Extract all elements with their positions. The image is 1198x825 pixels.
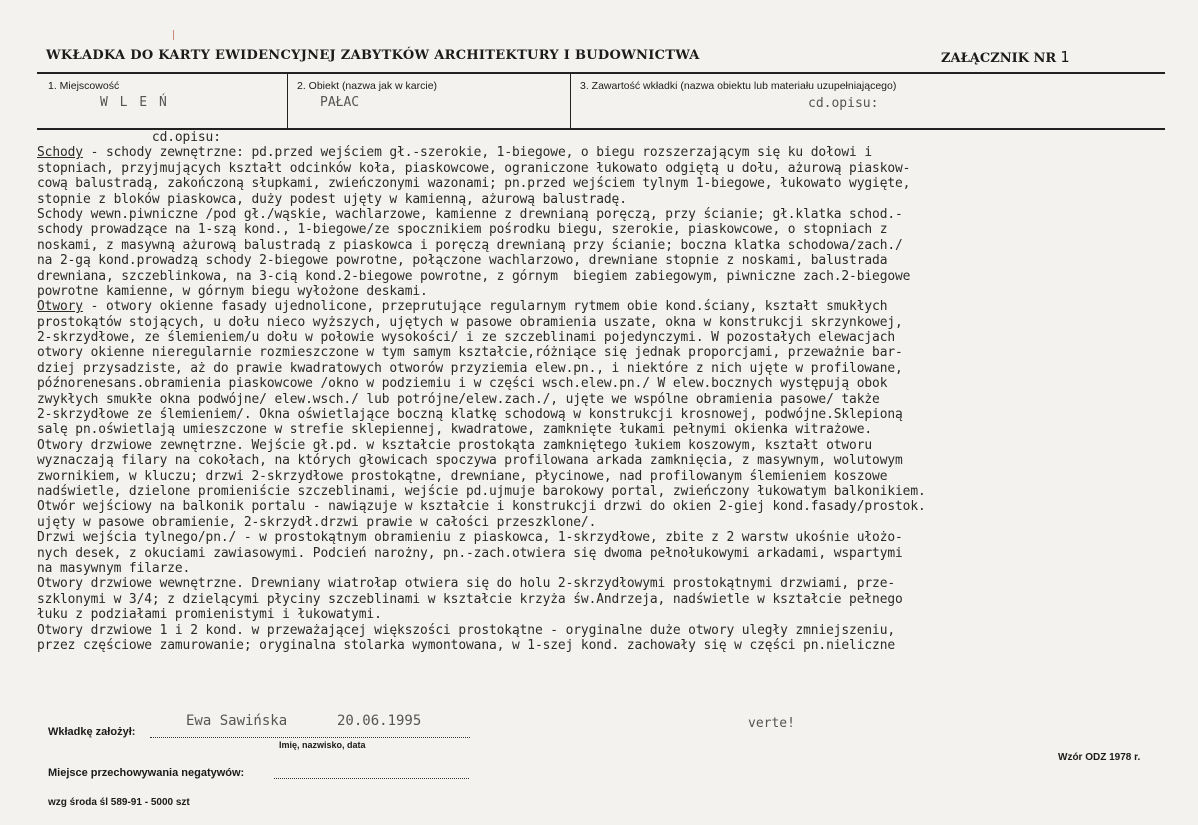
description-line: cd.opisu: [37,130,221,145]
description-line: powrotne kamienne, w górnym biegu wyłożone deskami. [37,283,428,299]
annex-number: 1 [1060,48,1070,66]
description-line: Otwory - otwory okienne fasady ujednolicone, przeprutujące regularnym rytmem obie kond.ściany, kształt smukłych [37,299,888,315]
content-label: 3. Zawartość wkładki (nazwa obiektu lub materiału uzupełniającego) [580,80,897,92]
description-line: salę pn.oświetlają umieszczone w strefie sklepiennej, kwadratowe, zamknięte łukami pełnymi okienka witrażowe. [37,422,873,438]
description-line: 2-skrzydłowe ze ślemieniem/. Okna oświetlające boczną klatkę schodową w konstrukcji krosnowej, podwójne.Sklepioną [37,407,903,423]
author-date: 20.06.1995 [337,713,422,729]
description-line: Schody wewn.piwniczne /pod gł./wąskie, wachlarzowe, kamienne z drewnianą poręczą, przy ścianie; gł.klatka schod.- [37,206,903,222]
description-line: Otwór wejściowy na balkonik portalu - nawiązuje w kształcie i konstrukcji drzwi do okien 2-giej kond.fasady/prostok. [37,499,926,515]
description-line: na masywnym filarze. [37,560,191,576]
object-label: 2. Obiekt (nazwa jak w karcie) [297,80,438,92]
author-dotted-line [150,737,470,738]
section-heading: Otwory [37,299,83,315]
description-line: zwykłych smukłe okna podwójne/ elew.wsch./ lub potrójne/elew.zach./, ujęte we wspólne obramienia pasowe/ także [37,391,880,407]
description-line: przez częściowe zamurowanie; oryginalna stolarka wymontowana, w 1-szej kond. zachowały się w części pn.nieliczne [37,637,896,653]
description-line: cową balustradą, zakończoną słupkami, zwieńczonymi wazonami; pn.przed wejściem tylnym 1-biegowe, łukowato wygięte, [37,176,911,192]
description-line: 2-skrzydłowe, ze ślemieniem/u dołu w połowie wysokości/ i ze szczeblinami pojedynczymi. W pozostałych elewacjach [37,330,896,346]
description-line: stopniach, przyjmujących kształt odcinków koła, piaskowcowe, ograniczone łukowato odgiętą u dołu, ażurową piaskow- [37,160,911,176]
author-name: Ewa Sawińska [186,713,288,729]
description-line: drewniana, szczeblinkowa, na 3-cią kond.2-biegowe powrotne, z górnym biegiem zabiegowym, piwniczne zach.2-biegowe [37,268,911,284]
description-line: łuku z podziałami promienistymi i łukowatymi. [37,607,382,623]
content-value: cd.opisu: [808,96,879,111]
verte-note: verte! [748,716,795,731]
field-divider-1 [287,74,288,128]
annex-label [941,48,1069,66]
description-line: wyznaczają filary na cokołach, na których głowicach spoczywa profilowana arkada zamknięcia, z masywnym, wolutowym [37,453,903,469]
margin-mark [173,30,174,40]
description-line: prostokątów stojących, u dołu nieco wyższych, ujętych w pasowe obramienia uszate, okna w konstrukcji skrzynkowej, [37,314,903,330]
header-rule-top [37,72,1165,74]
storage-label: Miejsce przechowywania negatywów: [48,767,245,779]
storage-dotted-line [274,778,469,779]
form-version: Wzór ODZ 1978 r. [1058,752,1141,763]
description-line: nych desek, z okuciami zawiasowymi. Podcień narożny, pn.-zach.otwiera się dwoma pełnołukowymi arkadami, wspartymi [37,545,903,561]
author-label: Wkładkę założył: [48,726,136,738]
page-title: WKŁADKA DO KARTY EWIDENCYJNEJ ZABYTKÓW ARCHITEKTURY I BUDOWNICTWA [46,48,700,63]
section-heading: Schody [37,145,83,161]
description-line: Otwory drzwiowe 1 i 2 kond. w przeważającej większości prostokątne - oryginalne duże otwory uległy zmniejszeniu, [37,622,896,638]
description-text [37,130,1177,653]
description-line: schody prowadzące na 1-szą kond., 1-biegowe/ze spocznikiem pośrodku biegu, szerokie, piaskowcowe, o stopniach z [37,222,888,238]
author-caption: Imię, nazwisko, data [279,740,366,750]
field-divider-2 [570,74,571,128]
object-value: PAŁAC [320,95,360,110]
locality-value: W L E Ń [100,95,169,110]
description-line: Schody - schody zewnętrzne: pd.przed wejściem gł.-szerokie, 1-biegowe, o biegu rozszerzającym się ku dołowi i [37,145,873,161]
description-line: nadświetle, dzielone promieniście szczeblinami, wejście pd.ujmuje barokowy portal, zwieńczony łukowatym balkonikiem. [37,483,926,499]
printer-info: wzg środa śl 589-91 - 5000 szt [48,797,190,808]
description-line: Drzwi wejścia tylnego/pn./ - w prostokątnym obramieniu z piaskowca, 1-skrzydłowe, zbite z 2 warstw ukośnie ułożo- [37,530,903,546]
description-line: szklonymi w 3/4; z dzielącymi płyciny szczeblinami w kształcie krzyża św.Andrzeja, nadświetle w kształcie pełnego [37,591,903,607]
annex-label-text: ZAŁĄCZNIK NR [941,51,1057,66]
description-line: późnorenesans.obramienia piaskowcowe /okno w podziemiu i w części wsch.elew.pn./ W elew.bocznych występują obok [37,376,888,392]
description-line: Otwory drzwiowe zewnętrzne. Wejście gł.pd. w kształcie prostokąta zamkniętego łukiem koszowym, kształt otworu [37,437,873,453]
description-line: dziej przysadziste, aż do prawie kwadratowych otworów przyziemia elew.pn., i niektóre z nich ujęte w profilowane, [37,360,903,376]
locality-label: 1. Miejscowość [48,80,120,92]
description-line: na 2-gą kond.prowadzą schody 2-biegowe powrotne, połączone wachlarzowo, drewniane stopnie z noskami, balustrada [37,253,888,269]
description-line: stopnie z bloków piaskowca, duży podest ujęty w kamienną, ażurową balustradę. [37,191,627,207]
description-line: Otwory drzwiowe wewnętrzne. Drewniany wiatrołap otwiera się do holu 2-skrzydłowymi prostokątnymi drzwiami, prze- [37,576,896,592]
description-line: noskami, z masywną ażurową balustradą z piaskowca i poręczą drewnianą przy ścianie; boczna klatka schodowa/zach./ [37,237,903,253]
description-line: ujęty w pasowe obramienie, 2-skrzydł.drzwi prawie w całości przeszklone/. [37,514,597,530]
description-line: otwory okienne nieregularnie rozmieszczone w tym samym kształcie,różniące się jednak proporcjami, przeważnie bar- [37,345,903,361]
description-line: zwornikiem, w kluczu; drzwi 2-skrzydłowe prostokątne, drewniane, płycinowe, nad profilowanym ślemieniem koszowe [37,468,888,484]
